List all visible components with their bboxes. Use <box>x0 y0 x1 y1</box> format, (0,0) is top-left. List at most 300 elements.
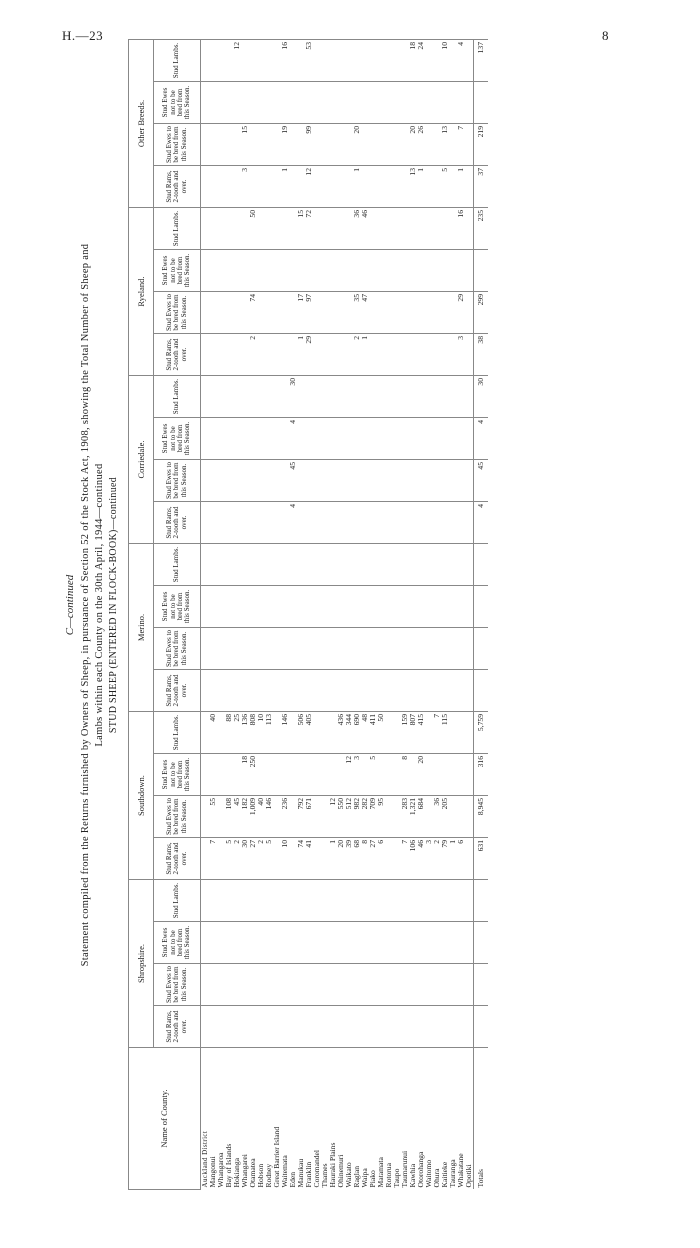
county-name: Great Barrier Island <box>272 1126 281 1188</box>
table-cell <box>265 586 273 628</box>
table-cell <box>385 922 393 964</box>
table-cell: 29 <box>305 334 313 376</box>
table-cell <box>409 964 417 1006</box>
table-cell <box>361 250 369 292</box>
table-cell <box>425 922 433 964</box>
table-cell <box>209 544 217 586</box>
table-cell <box>441 82 449 124</box>
county-name: Kaitieke <box>440 1161 449 1188</box>
table-cell <box>361 922 369 964</box>
table-cell <box>385 376 393 418</box>
table-cell <box>474 1006 489 1048</box>
table-cell: 12 <box>233 40 241 82</box>
table-cell <box>457 754 465 796</box>
table-cell <box>393 418 401 460</box>
table-cell <box>265 754 273 796</box>
table-cell <box>289 754 297 796</box>
table-cell: 4 <box>289 418 297 460</box>
table-cell <box>393 922 401 964</box>
table-cell <box>377 922 385 964</box>
table-cell <box>337 250 345 292</box>
county-name: Waipa <box>360 1168 369 1188</box>
table-cell: 7 <box>457 124 465 166</box>
table-cell <box>257 124 265 166</box>
table-cell <box>313 544 321 586</box>
table-cell <box>225 124 233 166</box>
table-cell <box>233 334 241 376</box>
table-cell <box>401 250 409 292</box>
column-subheader: Stud Lambs. <box>154 880 201 922</box>
table-cell <box>337 334 345 376</box>
table-cell <box>241 250 249 292</box>
table-cell <box>425 670 433 712</box>
table-cell <box>409 418 417 460</box>
table-cell <box>465 82 474 124</box>
table-cell <box>273 334 281 376</box>
table-cell <box>201 628 210 670</box>
table-cell <box>209 334 217 376</box>
table-cell <box>257 418 265 460</box>
table-cell <box>241 334 249 376</box>
table-cell <box>449 544 457 586</box>
table-cell <box>385 166 393 208</box>
table-cell <box>449 82 457 124</box>
breed-header: Other Breeds. <box>129 40 154 208</box>
table-cell: 50 <box>249 208 257 250</box>
county-name: Whangaroa <box>216 1152 225 1188</box>
table-cell <box>474 586 489 628</box>
table-cell <box>329 628 337 670</box>
table-cell <box>377 1006 385 1048</box>
table-cell: 982 <box>353 796 361 838</box>
table-cell <box>265 964 273 1006</box>
table-cell <box>441 586 449 628</box>
table-cell <box>233 460 241 502</box>
table-cell <box>409 586 417 628</box>
table-cell <box>465 880 474 922</box>
table-cell: 35 <box>353 292 361 334</box>
table-cell <box>385 1006 393 1048</box>
table-cell: 16 <box>457 208 465 250</box>
county-name: Taupo <box>392 1168 401 1188</box>
table-cell <box>465 628 474 670</box>
table-cell <box>425 460 433 502</box>
table-cell <box>465 838 474 880</box>
table-cell <box>201 376 210 418</box>
table-cell <box>449 334 457 376</box>
table-cell <box>369 922 377 964</box>
table-cell: 13 <box>409 166 417 208</box>
table-cell <box>401 292 409 334</box>
table-cell <box>385 880 393 922</box>
table-cell <box>465 712 474 754</box>
table-cell <box>449 670 457 712</box>
table-cell <box>337 670 345 712</box>
table-cell <box>281 880 289 922</box>
table-cell <box>233 628 241 670</box>
table-cell <box>385 292 393 334</box>
table-cell <box>201 166 210 208</box>
table-cell <box>417 922 425 964</box>
table-cell: 37 <box>474 166 489 208</box>
table-cell <box>201 964 210 1006</box>
table-row <box>465 40 474 1190</box>
table-cell: 95 <box>377 796 385 838</box>
table-cell <box>289 250 297 292</box>
table-cell <box>457 82 465 124</box>
table-cell <box>457 250 465 292</box>
table-cell: 36 <box>433 796 441 838</box>
table-cell <box>393 964 401 1006</box>
table-cell <box>345 628 353 670</box>
table-cell: 30 <box>289 376 297 418</box>
table-row <box>329 40 337 1190</box>
table-cell: 316 <box>474 754 489 796</box>
table-cell <box>265 544 273 586</box>
table-cell <box>329 754 337 796</box>
table-cell <box>425 208 433 250</box>
table-cell <box>321 376 329 418</box>
table-cell <box>257 544 265 586</box>
table-cell <box>353 670 361 712</box>
page-number: 8 <box>602 28 609 43</box>
table-cell <box>433 460 441 502</box>
table-cell <box>361 166 369 208</box>
table-cell: 2 <box>353 334 361 376</box>
table-cell: 690 <box>353 712 361 754</box>
table-cell <box>385 712 393 754</box>
table-cell <box>249 124 257 166</box>
table-cell <box>353 250 361 292</box>
table-cell <box>225 586 233 628</box>
table-cell <box>409 544 417 586</box>
table-cell: 7 <box>433 712 441 754</box>
table-cell <box>385 544 393 586</box>
table-cell: 15 <box>241 124 249 166</box>
table-cell <box>337 544 345 586</box>
table-cell <box>313 838 321 880</box>
table-cell <box>297 502 305 544</box>
table-cell <box>345 82 353 124</box>
table-cell <box>457 628 465 670</box>
county-name: Bay of Islands <box>224 1143 233 1188</box>
table-cell <box>209 502 217 544</box>
table-cell <box>241 670 249 712</box>
table-cell <box>233 964 241 1006</box>
table-cell: 115 <box>441 712 449 754</box>
table-cell <box>225 670 233 712</box>
table-cell <box>433 628 441 670</box>
table-cell <box>281 544 289 586</box>
table-cell: 8 <box>401 754 409 796</box>
table-cell <box>329 670 337 712</box>
table-cell: 236 <box>281 796 289 838</box>
table-cell <box>225 166 233 208</box>
table-cell <box>337 376 345 418</box>
table-cell: 8 <box>361 838 369 880</box>
county-name: Rodney <box>264 1163 273 1188</box>
table-cell <box>289 670 297 712</box>
table-cell <box>345 1006 353 1048</box>
table-cell <box>329 544 337 586</box>
table-cell: 16 <box>281 40 289 82</box>
table-cell <box>209 964 217 1006</box>
table-cell <box>361 586 369 628</box>
table-cell <box>385 502 393 544</box>
table-cell <box>321 544 329 586</box>
column-subheader: Stud Lambs. <box>154 712 201 754</box>
table-cell <box>465 670 474 712</box>
table-cell <box>417 82 425 124</box>
table-cell <box>257 502 265 544</box>
table-cell <box>393 670 401 712</box>
table-cell <box>241 880 249 922</box>
table-cell <box>441 250 449 292</box>
table-cell <box>449 754 457 796</box>
table-cell <box>313 460 321 502</box>
table-cell <box>225 250 233 292</box>
table-cell: 1 <box>449 838 457 880</box>
county-name: Waitomo <box>424 1159 433 1188</box>
table-cell <box>305 586 313 628</box>
table-cell <box>417 628 425 670</box>
table-cell <box>425 376 433 418</box>
table-cell <box>241 964 249 1006</box>
table-cell <box>361 418 369 460</box>
table-cell <box>441 964 449 1006</box>
table-cell <box>465 418 474 460</box>
table-cell <box>321 124 329 166</box>
table-cell <box>225 208 233 250</box>
table-cell <box>409 670 417 712</box>
table-cell <box>209 82 217 124</box>
table-cell <box>345 586 353 628</box>
county-name: Whangarei <box>240 1154 249 1188</box>
table-cell <box>425 628 433 670</box>
table-cell <box>225 418 233 460</box>
table-cell <box>385 628 393 670</box>
table-cell <box>297 628 305 670</box>
table-cell <box>337 964 345 1006</box>
table-cell <box>273 1006 281 1048</box>
table-cell <box>257 208 265 250</box>
table-cell <box>369 124 377 166</box>
table-cell <box>329 1006 337 1048</box>
table-cell <box>417 880 425 922</box>
table-cell <box>321 250 329 292</box>
table-cell <box>393 376 401 418</box>
table-row <box>217 40 225 1190</box>
table-cell <box>401 208 409 250</box>
table-cell <box>401 964 409 1006</box>
table-cell <box>217 166 225 208</box>
table-cell <box>257 82 265 124</box>
table-cell <box>441 292 449 334</box>
table-cell: 46 <box>417 838 425 880</box>
table-cell <box>409 376 417 418</box>
table-cell <box>353 502 361 544</box>
table-cell <box>297 460 305 502</box>
table-cell: 182 <box>241 796 249 838</box>
table-cell <box>425 166 433 208</box>
table-cell <box>393 166 401 208</box>
table-row <box>249 40 257 1190</box>
table-cell <box>249 250 257 292</box>
table-cell <box>305 82 313 124</box>
table-cell <box>217 124 225 166</box>
table-cell <box>425 964 433 1006</box>
county-name: Otamatea <box>248 1158 257 1188</box>
county-name: Taumarunui <box>400 1150 409 1188</box>
table-cell <box>329 250 337 292</box>
table-cell <box>329 922 337 964</box>
table-cell: 136 <box>241 712 249 754</box>
table-row <box>409 40 417 1190</box>
table-cell: 282 <box>361 796 369 838</box>
table-cell <box>281 670 289 712</box>
county-name: Hauraki Plains <box>328 1142 337 1188</box>
table-cell <box>441 754 449 796</box>
totals-row <box>474 40 489 1190</box>
table-cell <box>257 754 265 796</box>
table-cell: 17 <box>297 292 305 334</box>
table-cell <box>449 418 457 460</box>
table-cell <box>449 40 457 82</box>
table-cell <box>337 628 345 670</box>
table-cell: 137 <box>474 40 489 82</box>
table-row <box>257 40 265 1190</box>
table-cell <box>265 418 273 460</box>
table-cell <box>321 628 329 670</box>
table-cell <box>273 670 281 712</box>
table-cell <box>417 208 425 250</box>
table-cell <box>465 544 474 586</box>
table-cell: 631 <box>474 838 489 880</box>
table-cell <box>433 754 441 796</box>
table-cell <box>474 628 489 670</box>
table-cell <box>321 82 329 124</box>
table-cell <box>225 754 233 796</box>
table-cell <box>449 796 457 838</box>
table-cell <box>393 628 401 670</box>
table-cell <box>225 964 233 1006</box>
column-subheader: Stud Rams, 2-tooth and over. <box>154 502 201 544</box>
table-cell <box>401 670 409 712</box>
table-cell <box>474 544 489 586</box>
table-cell <box>265 1006 273 1048</box>
table-cell <box>297 1006 305 1048</box>
table-cell <box>217 880 225 922</box>
column-subheader: Stud Ewes to be bred from this Season. <box>154 964 201 1006</box>
table-cell <box>321 754 329 796</box>
table-cell <box>369 334 377 376</box>
table-cell <box>369 628 377 670</box>
table-cell: 6 <box>377 838 385 880</box>
table-cell <box>225 334 233 376</box>
table-cell <box>433 502 441 544</box>
table-cell <box>281 208 289 250</box>
table-cell <box>441 376 449 418</box>
table-cell <box>377 502 385 544</box>
table-cell <box>233 922 241 964</box>
county-name: Waitemata <box>280 1155 289 1188</box>
table-row <box>265 40 273 1190</box>
table-cell <box>337 292 345 334</box>
table-cell <box>417 376 425 418</box>
table-cell: 20 <box>417 754 425 796</box>
table-cell: 512 <box>345 796 353 838</box>
table-cell: 41 <box>305 838 313 880</box>
table-cell: 4 <box>289 502 297 544</box>
county-name: Eden <box>288 1171 297 1188</box>
table-cell <box>385 838 393 880</box>
table-cell: 2 <box>233 838 241 880</box>
table-cell: 1 <box>329 838 337 880</box>
table-cell: 12 <box>305 166 313 208</box>
table-cell <box>313 880 321 922</box>
table-cell <box>201 460 210 502</box>
table-cell: 18 <box>409 40 417 82</box>
table-cell <box>409 334 417 376</box>
table-cell <box>449 166 457 208</box>
table-cell <box>449 460 457 502</box>
table-cell <box>385 124 393 166</box>
table-cell: 106 <box>409 838 417 880</box>
table-cell <box>361 544 369 586</box>
table-cell <box>257 964 265 1006</box>
table-cell <box>281 418 289 460</box>
table-cell: 79 <box>441 838 449 880</box>
table-cell <box>273 754 281 796</box>
table-cell: 48 <box>361 712 369 754</box>
table-cell <box>361 880 369 922</box>
column-subheader: Stud Rams, 2-tooth and over. <box>154 1006 201 1048</box>
table-cell <box>289 334 297 376</box>
table-cell <box>449 880 457 922</box>
table-cell: 12 <box>345 754 353 796</box>
table-cell: 40 <box>257 796 265 838</box>
table-cell <box>273 250 281 292</box>
table-cell <box>361 628 369 670</box>
table-cell <box>385 40 393 82</box>
table-cell <box>385 754 393 796</box>
table-cell <box>465 796 474 838</box>
table-cell: 299 <box>474 292 489 334</box>
table-cell: 159 <box>401 712 409 754</box>
table-cell <box>425 124 433 166</box>
table-cell <box>209 376 217 418</box>
table-cell <box>337 82 345 124</box>
table-cell <box>337 502 345 544</box>
table-cell <box>385 334 393 376</box>
table-cell <box>433 418 441 460</box>
table-cell <box>273 460 281 502</box>
table-cell: 20 <box>353 124 361 166</box>
table-cell <box>249 1006 257 1048</box>
table-cell <box>217 754 225 796</box>
table-cell <box>313 334 321 376</box>
table-cell: 7 <box>401 838 409 880</box>
table-cell <box>393 502 401 544</box>
table-cell <box>393 82 401 124</box>
column-subheader: Stud Ewes not to be bred from this Season. <box>154 250 201 292</box>
table-cell <box>305 628 313 670</box>
table-cell <box>457 1006 465 1048</box>
table-cell <box>457 544 465 586</box>
table-cell <box>369 376 377 418</box>
table-cell <box>369 502 377 544</box>
table-cell <box>273 292 281 334</box>
